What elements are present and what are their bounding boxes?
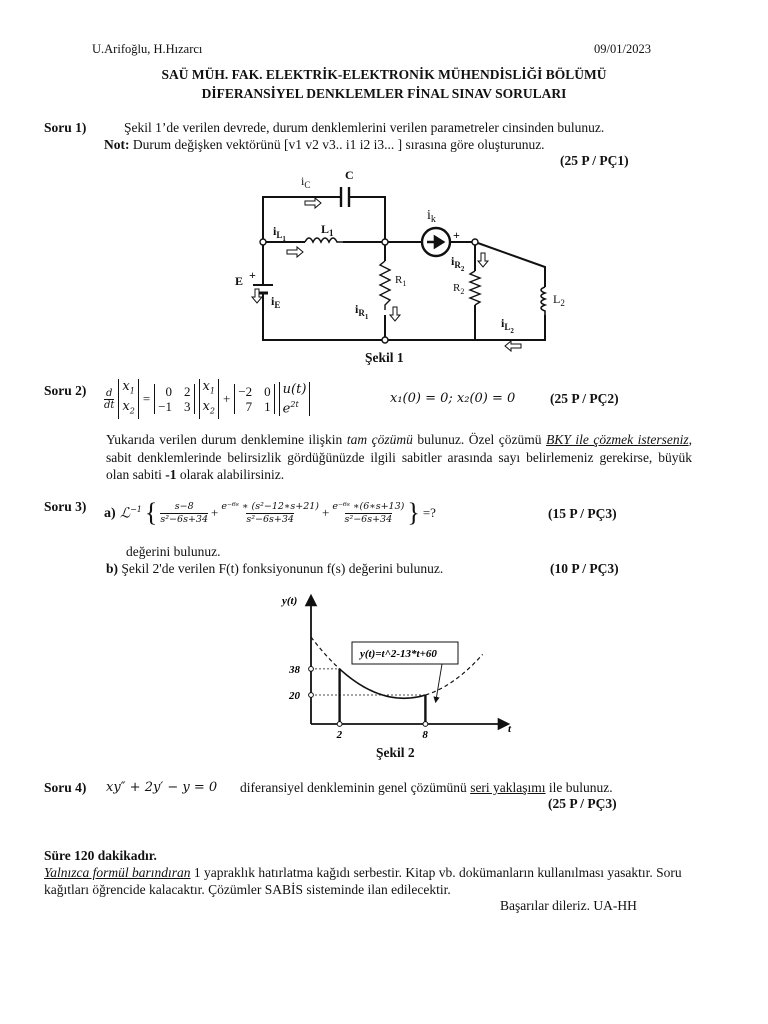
inductor-l1-icon <box>305 238 343 242</box>
q3a-label: a) <box>104 506 116 521</box>
q4-equation: xy″ + 2y′ − y = 0 <box>106 780 218 795</box>
inductor-l2-icon <box>541 287 545 315</box>
q3a-fraction-2: $\frac{\text{e⁻⁶ˢ ∗ (s²−12∗s+21)}}{\text{s²−6s+34}}$ <box>221 500 320 525</box>
figure-2-caption: Şekil 2 <box>376 745 415 760</box>
department-title: SAÜ MÜH. FAK. ELEKTRİK-ELEKTRONİK MÜHENDİSLİĞİ BÖLÜMÜ <box>161 67 607 82</box>
q2-matrix-b: −2 0 7 1 <box>234 384 274 414</box>
q3a-expression: ℒ$^{-1}$ { s−8 s²−6s+34 + $\frac{\text{e⁻⁶ˢ ∗ (s²−12∗s+21)}}{\text{s²−6s+34}}$ + $\frac{\text{e⁻⁶ˢ ∗(6∗s+13)}}{\text{s²−6s+34}}$ } =? <box>120 498 436 527</box>
q1-note <box>104 137 545 153</box>
svg-text:E: E <box>235 274 244 288</box>
circuit-figure-1 <box>225 165 565 355</box>
ir2-arrow-icon <box>478 253 488 267</box>
q2-paragraph: Yukarıda verilen durum denklemine ilişkin tam çözümü bulunuz. Özel çözümü BKY ile çözmek isterseniz, sabit denklemlerinde belirsizlik gördüğünüzde ilgili sabitler arasında sayı belirlemeniz gerekirse, büyük olan sabiti -1 olarak alabilirsiniz. <box>106 432 692 482</box>
formula-pointer <box>436 664 442 700</box>
q1-note-text: Durum değişken vektörünü [v1 v2 v3.. i1 i2 i3... ] sırasına göre oluşturunuz. <box>132 137 545 152</box>
ir1-arrow-icon <box>390 307 400 321</box>
svg-text:iR1: $i_{R1}$ <box>355 302 369 321</box>
x-tick-label-8: 8 <box>422 729 428 741</box>
svg-text:ik: $i_k$ <box>427 208 436 225</box>
svg-text:iL1: $i_{L1}$ <box>273 224 286 243</box>
q3b-line: b) Şekil 2'de verilen F(t) fonksiyonunun f(s) değerini bulunuz. <box>106 561 444 576</box>
q1-points: (25 P / PÇ1) <box>560 153 629 168</box>
x-tick-marker-1 <box>423 722 428 727</box>
exam-duration: Süre 120 dakikadır. <box>44 848 157 863</box>
q3a-fraction-1: s−8 s²−6s+34 <box>160 500 208 525</box>
resistor-r2-icon <box>470 271 480 305</box>
exam-date: 09/01/2023 <box>594 42 651 56</box>
svg-text:R1: $R_1$ <box>395 274 407 288</box>
x-axis-label: t <box>508 723 512 735</box>
svg-text:C: C <box>345 168 354 182</box>
il1-arrow-icon <box>287 247 303 257</box>
y-axis-label: y(t) <box>282 595 298 607</box>
ic-arrow-icon <box>305 198 321 208</box>
q3-label: Soru 3) <box>44 499 87 514</box>
q4-points: (25 P / PÇ3) <box>548 796 617 811</box>
q2-matrix-a: 0 2 −1 3 <box>154 384 194 414</box>
svg-text:L2: $L_2$ <box>553 292 565 308</box>
q2-x-vector: $x_1$ $x_2$ <box>118 379 138 418</box>
svg-text:+: + <box>453 228 460 242</box>
resistor-r1-icon <box>380 261 390 310</box>
svg-text:iE: $i_E$ <box>271 294 281 310</box>
svg-text:iR2: $i_{R2}$ <box>451 254 465 273</box>
il2-arrow-icon <box>505 341 521 351</box>
q3a-points: (15 P / PÇ3) <box>548 506 617 521</box>
x-tick-marker-0 <box>337 722 342 727</box>
q1-label: Soru 1) <box>44 120 87 135</box>
q4-label: Soru 4) <box>44 780 87 795</box>
formula-label: y(t)=t^2-13*t+60 <box>360 648 437 660</box>
q3a-text: değerini bulunuz. <box>126 544 221 559</box>
series-line-dashed-1 <box>311 637 340 669</box>
q1-note-label: Not: <box>104 137 130 152</box>
q3a-fraction-3: $\frac{\text{e⁻⁶ˢ ∗(6∗s+13)}}{\text{s²−6s+34}}$ <box>332 500 405 525</box>
svg-text:iL2: $i_{L2}$ <box>501 316 514 335</box>
exam-title: DİFERANSİYEL DENKLEMLER FİNAL SINAV SORULARI <box>201 86 567 101</box>
q1-text: Şekil 1’de verilen devrede, durum denklemlerini verilen parametreler cinsinden bulunuz. <box>124 120 605 135</box>
q2-input-vector: u(t) $e^{2t}$ <box>279 382 311 416</box>
y-tick-marker-0 <box>309 667 314 672</box>
authors: U.Arifoğlu, H.Hızarcı <box>92 42 203 56</box>
svg-text:+: + <box>249 268 256 282</box>
series-line-solid-0 <box>340 669 426 698</box>
svg-text:R2: $R_2$ <box>453 282 465 296</box>
y-tick-label-20: 20 <box>289 690 300 702</box>
q2-initial-conditions: x₁(0) = 0; x₂(0) = 0 <box>390 391 516 406</box>
q2-x-vector-2: $x_1$ $x_2$ <box>199 379 219 418</box>
q4-text: diferansiyel denkleminin genel çözümünü seri yaklaşımı ile bulunuz. <box>240 780 613 795</box>
svg-text:iC: $i_C$ <box>301 174 311 190</box>
figure-2-plot <box>270 588 530 760</box>
svg-text:L1: $L_1$ <box>321 222 334 238</box>
x-tick-label-2: 2 <box>336 729 343 741</box>
exam-rules: Yalnızca formül barındıran 1 yapraklık hatırlatma kağıdı serbestir. Kitap vb. dokümanların kullanılması yasaktır. Soru kağıtları öğrencide kalacaktır. Çözümler SABİS sisteminde ilan edilecektir. <box>44 865 682 897</box>
ie-arrow-icon <box>252 289 262 303</box>
signoff: Başarılar dileriz. UA-HH <box>500 898 637 913</box>
q2-derivative: d dt <box>104 387 115 411</box>
q2-points: (25 P / PÇ2) <box>550 391 619 406</box>
y-tick-marker-1 <box>309 693 314 698</box>
q3b-points: (10 P / PÇ3) <box>550 561 619 576</box>
figure-1-caption: Şekil 1 <box>365 350 404 365</box>
q2-label: Soru 2) <box>44 383 87 398</box>
y-tick-label-38: 38 <box>289 663 300 676</box>
q2-state-equation: d dt $x_1$ $x_2$ = 0 2 −1 3 $x_1$ $x_2$ + −2 0 7 1 u(t) $e^{2t}$ <box>104 382 310 416</box>
